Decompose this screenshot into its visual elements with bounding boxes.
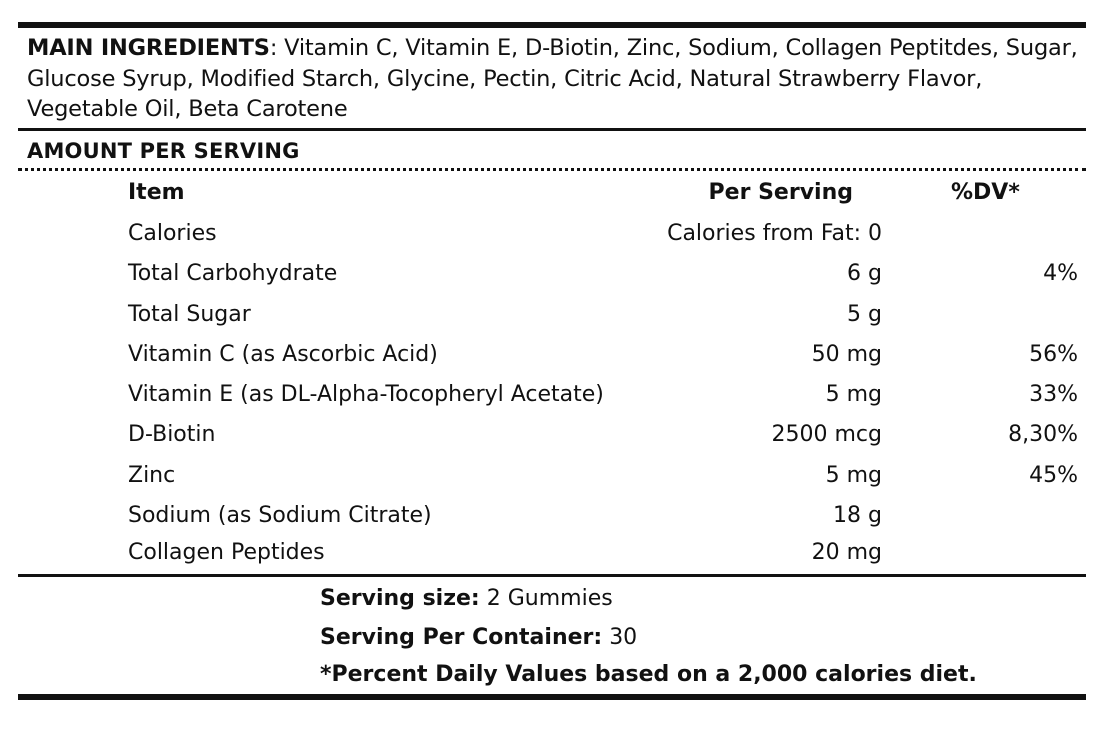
serving-size <box>320 583 613 615</box>
section-rule <box>18 128 1086 131</box>
row-per-serving: 6 g <box>847 261 882 286</box>
table-bottom-rule <box>18 574 1086 577</box>
ingredients-block <box>27 33 1087 125</box>
table-row <box>0 537 1110 569</box>
row-item: Total Carbohydrate <box>128 261 338 286</box>
row-item: Sodium (as Sodium Citrate) <box>128 503 432 528</box>
row-per-serving: 5 g <box>847 302 882 327</box>
row-per-serving: Calories from Fat: 0 <box>667 221 882 246</box>
table-row <box>0 419 1110 451</box>
header-per-serving: Per Serving <box>708 180 853 205</box>
table-row <box>0 258 1110 290</box>
daily-value-footnote: *Percent Daily Values based on a 2,000 calories diet. <box>320 662 977 687</box>
row-dv: 4% <box>1043 261 1078 286</box>
bottom-rule <box>18 694 1086 700</box>
row-item: D-Biotin <box>128 422 216 447</box>
row-dv: 33% <box>1029 382 1078 407</box>
amount-per-serving-heading: AMOUNT PER SERVING <box>27 139 300 163</box>
serving-size-value: 2 Gummies <box>486 586 613 611</box>
row-per-serving: 5 mg <box>825 463 882 488</box>
header-dv: %DV* <box>951 180 1020 205</box>
header-item: Item <box>128 180 185 205</box>
row-dv: 8,30% <box>1008 422 1078 447</box>
row-dv: 45% <box>1029 463 1078 488</box>
dotted-divider <box>18 168 1086 171</box>
servings-per-container-value: 30 <box>609 625 638 650</box>
row-item: Vitamin C (as Ascorbic Acid) <box>128 342 438 367</box>
table-row <box>0 460 1110 492</box>
top-rule <box>18 22 1086 28</box>
row-item: Zinc <box>128 463 176 488</box>
row-per-serving: 18 g <box>833 503 882 528</box>
row-item: Vitamin E (as DL-Alpha-Tocopheryl Acetate) <box>128 382 604 407</box>
table-row <box>0 339 1110 371</box>
ingredients-list: : Vitamin C, Vitamin E, D-Biotin, Zinc, Sodium, Collagen Peptitdes, Sugar, Glucose Syrup, Modified Starch, Glycine, Pectin, Citric Acid, Natural Strawberry Flavor, Vegetable Oil, Beta Carotene <box>27 35 1078 122</box>
table-row <box>0 500 1110 532</box>
table-row <box>0 299 1110 331</box>
row-per-serving: 2500 mcg <box>771 422 882 447</box>
serving-size-label: Serving size: <box>320 586 480 611</box>
row-item: Total Sugar <box>128 302 251 327</box>
table-header <box>0 177 1110 209</box>
row-item: Calories <box>128 221 217 246</box>
row-dv: 56% <box>1029 342 1078 367</box>
servings-per-container-label: Serving Per Container: <box>320 625 603 650</box>
row-item: Collagen Peptides <box>128 540 325 565</box>
row-per-serving: 50 mg <box>811 342 882 367</box>
table-row <box>0 218 1110 250</box>
row-per-serving: 20 mg <box>811 540 882 565</box>
ingredients-label: MAIN INGREDIENTS <box>27 35 270 61</box>
table-row <box>0 379 1110 411</box>
servings-per-container <box>320 622 637 654</box>
row-per-serving: 5 mg <box>825 382 882 407</box>
